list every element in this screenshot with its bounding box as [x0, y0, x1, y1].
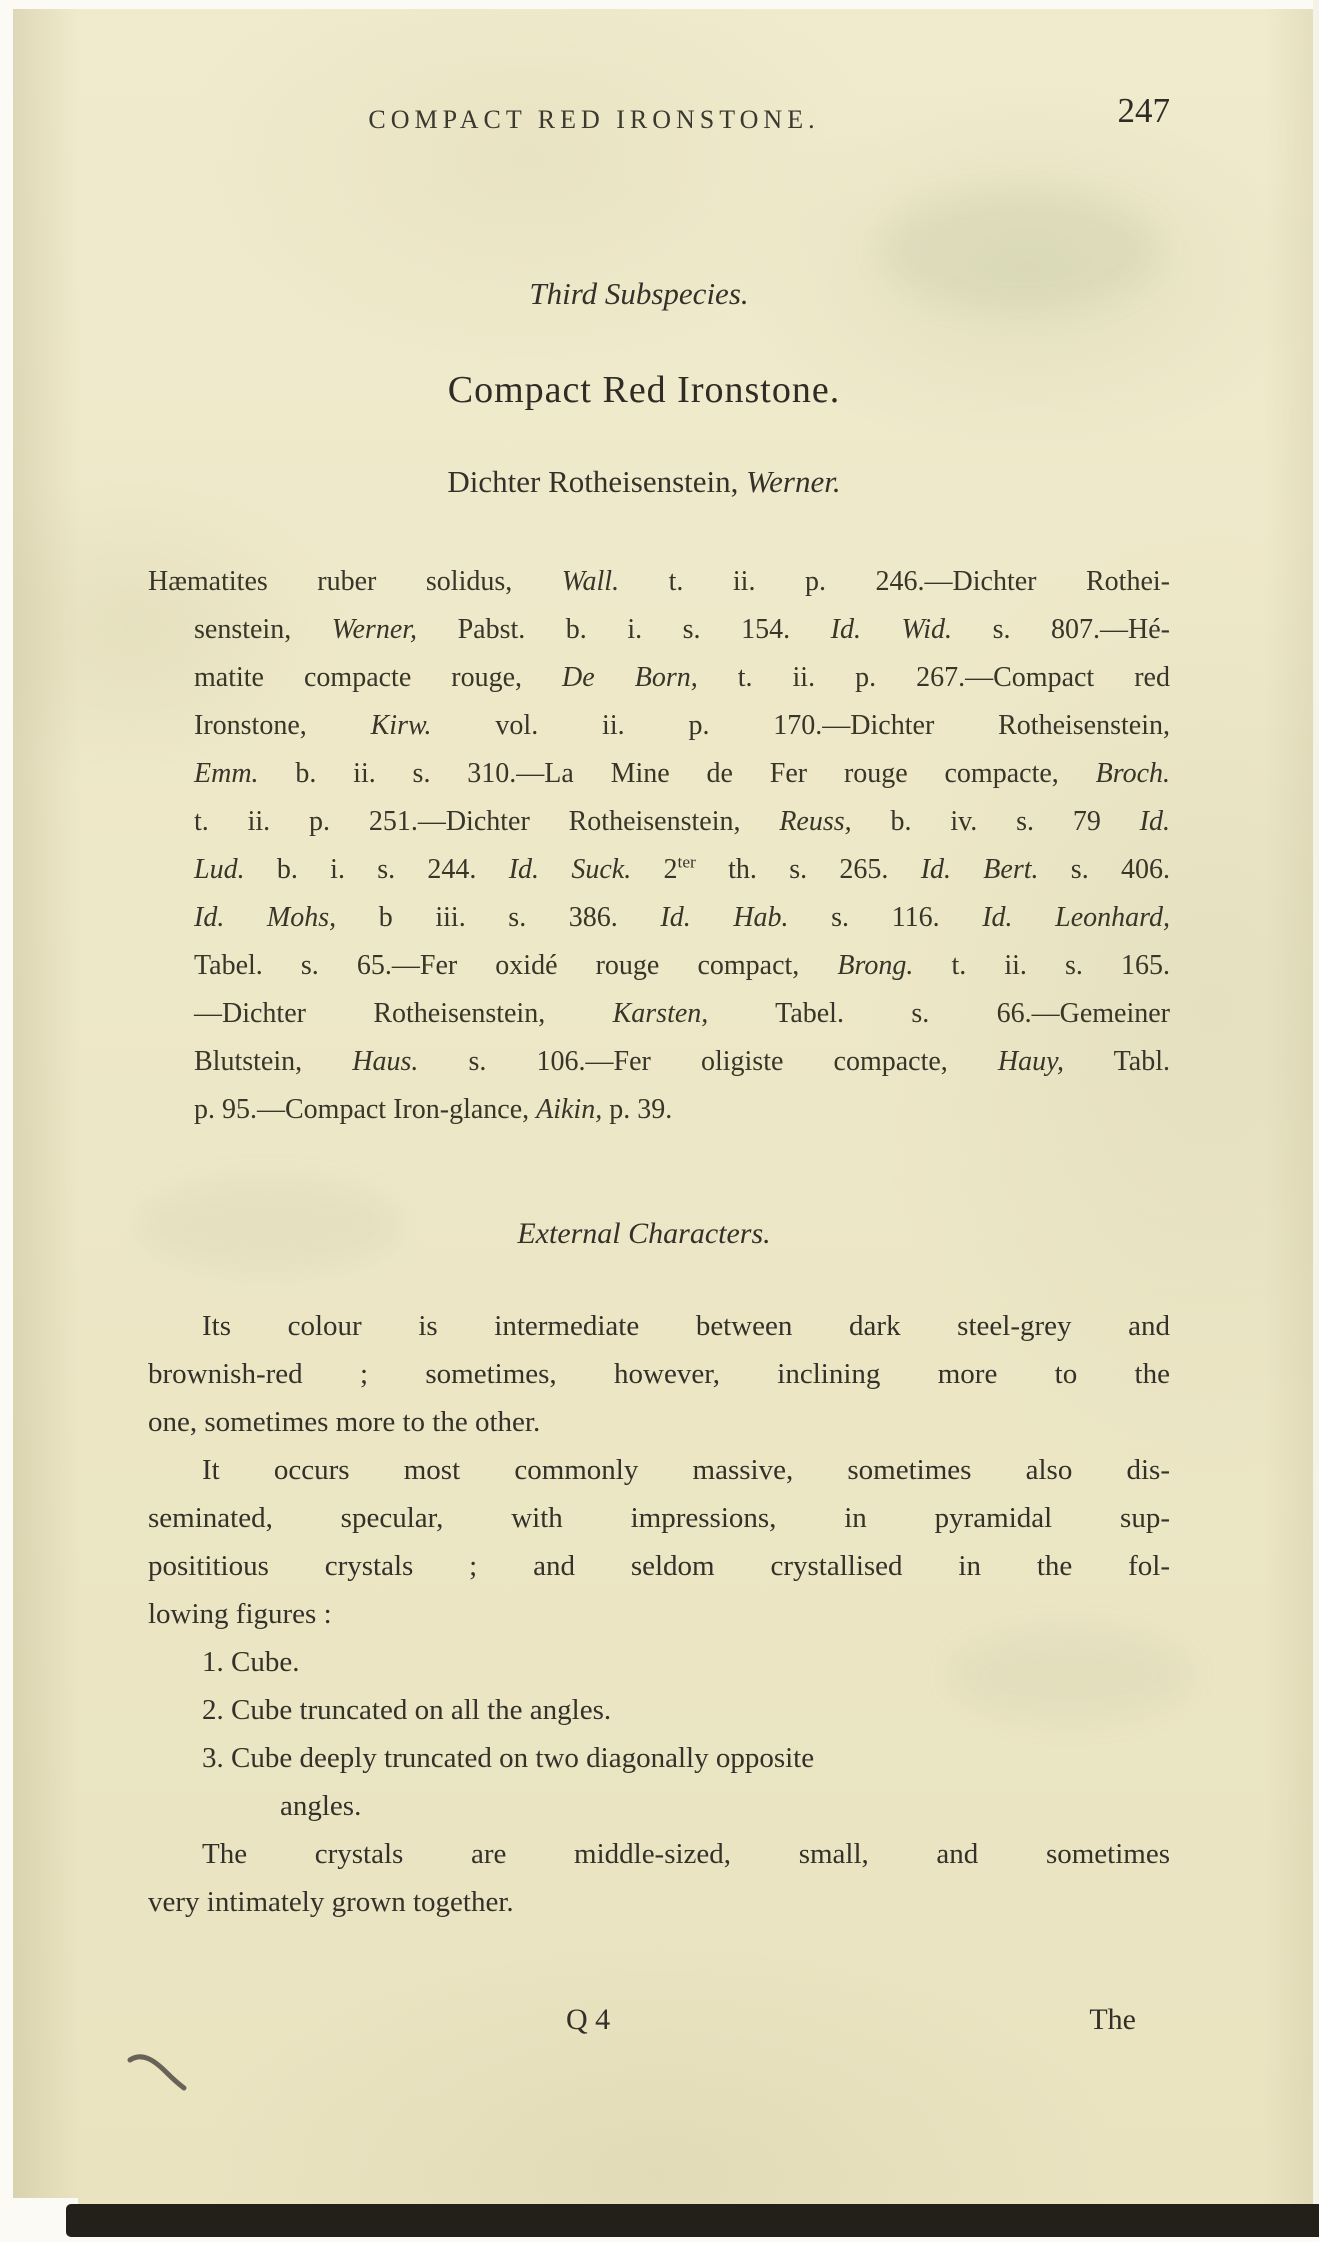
german-name-roman: Dichter Rotheisenstein,: [447, 464, 747, 499]
paragraph-crystal-size: The crystals are middle-sized, small, and sometimes very intimately grown together.: [148, 1838, 1170, 1918]
scan-bottom-band: [66, 2204, 1319, 2237]
catchword: The: [1089, 2003, 1136, 2036]
heading-subspecies: Third Subspecies.: [529, 276, 749, 311]
list-item-cube-deeply-truncated: 3. Cube deeply truncated on two diagonally opposite angles.: [202, 1742, 815, 1822]
list-item-cube: 1. Cube.: [202, 1646, 300, 1678]
german-name-author: Werner.: [746, 464, 841, 499]
paragraph-occurrence: It occurs most commonly massive, sometimes also dis- seminated, specular, with impressions, in pyramidal sup- posititious crystals ; and seldom crystallised in the fol- lowing figures :: [148, 1454, 1170, 1630]
pen-mark: [126, 2052, 188, 2092]
page-content: [148, 0, 1170, 2042]
scan-edge-right: [1313, 0, 1319, 2242]
scan-edge-left: [0, 0, 13, 2242]
heading-title: Compact Red Ironstone.: [447, 369, 841, 411]
page-footer: [148, 1996, 1170, 2042]
heading-german-name: [148, 460, 1170, 504]
signature-mark: Q 4: [566, 2003, 611, 2036]
paragraph-colour: Its colour is intermediate between dark steel-grey and brownish-red ; sometimes, however, inclining more to the one, sometimes more to the other.: [148, 1310, 1170, 1438]
scan-edge-bottom: [0, 2237, 1319, 2242]
citation-paragraph: Hæmatites ruber solidus, Wall. t. ii. p. 246.—Dichter Rothei- senstein, Werner, Pabst. b. i. s. 154. Id. Wid. s. 807.—Hé- matite compacte rouge, De Born, t. ii. p. 267.—Compact red Ironstone, Kirw. vol. ii. p. 170.—Dichter Rotheisenstein, Emm. b. ii. s. 310.—La Mine de Fer rouge compacte, Broch. t. ii. p. 251.—Dichter Rotheisenstein, Reuss, b. iv. s. 79 Id. Lud. b. i. s. 244. Id. Suck. $2^{ter}$ th. s. 265. Id. Bert. s. 406. Id. Mohs, b iii. s. 386. Id. Hab. s. 116. Id. Leonhard, Tabel. s. 65.—Fer oxidé rouge compact, Brong. t. ii. s. 165. —Dichter Rotheisenstein, Karsten, Tabel. s. 66.—Gemeiner Blutstein, Haus. s. 106.—Fer oligiste compacte, Hauy, Tabl. p. 95.—Compact Iron-glance, Aikin, p. 39.: [148, 566, 1171, 1125]
scan-edge-top: [0, 0, 1319, 9]
running-head-title: COMPACT RED IRONSTONE.: [368, 105, 820, 134]
list-item-cube-truncated: 2. Cube truncated on all the angles.: [202, 1694, 612, 1726]
running-head: [148, 91, 1170, 140]
page-number: 247: [1117, 91, 1170, 130]
section-heading-external-characters: External Characters.: [517, 1217, 771, 1250]
